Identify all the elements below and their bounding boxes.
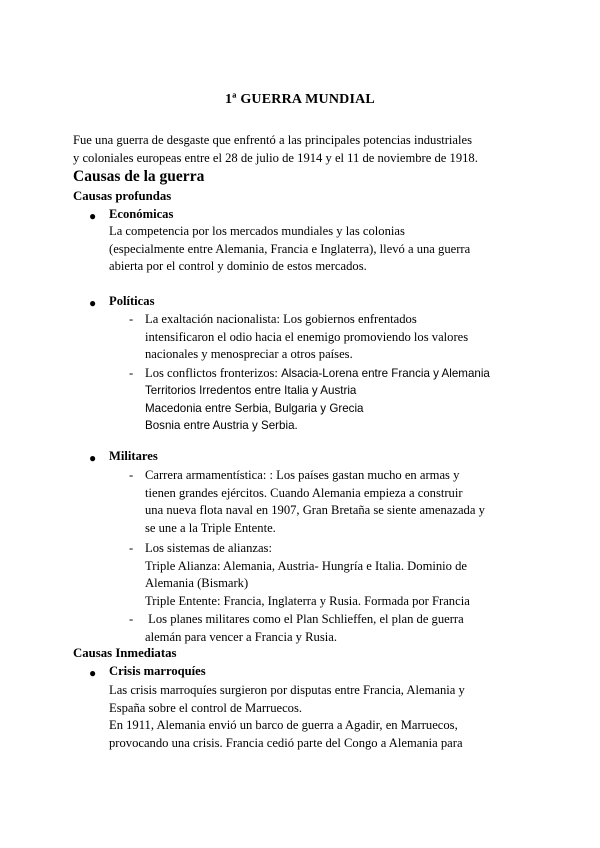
- dash-icon: -: [129, 541, 134, 555]
- border-conflicts-list: [145, 382, 565, 435]
- intro-line: Fue una guerra de desgaste que enfrentó a las principales potencias industriales: [73, 133, 473, 147]
- text-line: (especialmente entre Alemania, Francia e Inglaterra), llevó a una guerra: [109, 241, 471, 256]
- text-line: provocando una crisis. Francia cedió parte del Congo a Alemania para: [109, 735, 463, 750]
- text-line: España sobre el control de Marruecos.: [109, 700, 303, 715]
- bullet-icon: ●: [89, 451, 97, 465]
- dash-icon: -: [129, 312, 134, 326]
- text-line: Los sistemas de alianzas:: [145, 541, 272, 555]
- militares-item: [145, 467, 545, 537]
- militares-title: Militares: [109, 449, 158, 463]
- politicas-item: [145, 365, 545, 383]
- text-line: una nueva flota naval en 1907, Gran Bretaña se siente amenazada y: [145, 503, 485, 517]
- text-line: intensificaron el odio hacia el enemigo promoviendo los valores: [145, 329, 469, 344]
- inmediatas-heading: Causas Inmediatas: [73, 646, 177, 660]
- crisis-title: Crisis marroquíes: [109, 664, 206, 678]
- text-line: nacionales y menospreciar a otros países.: [145, 347, 353, 361]
- text-line-serif: Los conflictos fronterizos:: [145, 366, 278, 380]
- text-line: alemán para vencer a Francia y Rusia.: [145, 629, 337, 644]
- text-line: Territorios Irredentos entre Italia y Austria: [145, 384, 357, 397]
- militares-item: [145, 611, 545, 646]
- text-line: se une a la Triple Entente.: [145, 520, 276, 535]
- causas-heading: Causas de la guerra: [73, 168, 205, 185]
- text-line: Alemania (Bismark): [145, 576, 249, 590]
- bullet-icon: ●: [89, 296, 97, 310]
- text-line: Macedonia entre Serbia, Bulgaria y Grecia: [145, 401, 364, 415]
- text-line: Triple Entente: Francia, Inglaterra y Rusia. Formada por Francia: [145, 593, 470, 608]
- crisis-text: [109, 682, 549, 752]
- militares-item: [145, 540, 545, 610]
- intro-line: y coloniales europeas entre el 28 de julio de 1914 y el 11 de noviembre de 1918.: [73, 151, 478, 165]
- text-line: En 1911, Alemania envió un barco de guerra a Agadir, en Marruecos,: [109, 718, 458, 732]
- text-line: Los planes militares como el Plan Schlieffen, el plan de guerra: [145, 612, 464, 626]
- economicas-title: Económicas: [109, 207, 174, 221]
- bullet-icon: ●: [89, 209, 97, 223]
- dash-icon: -: [129, 468, 134, 482]
- economicas-text: [109, 223, 549, 276]
- text-line: Carrera armamentística: : Los países gastan mucho en armas y: [145, 468, 460, 482]
- intro-paragraph: [73, 131, 543, 167]
- text-line: Bosnia entre Austria y Serbia.: [145, 419, 298, 432]
- text-line: Triple Alianza: Alemania, Austria- Hungría e Italia. Dominio de: [145, 558, 468, 573]
- dash-icon: -: [129, 366, 134, 380]
- politicas-item: [145, 311, 545, 364]
- text-line: La competencia por los mercados mundiales y las colonias: [109, 224, 405, 238]
- dash-icon: -: [129, 612, 134, 626]
- text-line: La exaltación nacionalista: Los gobiernos enfrentados: [145, 312, 417, 326]
- bullet-icon: ●: [89, 666, 97, 680]
- profundas-heading: Causas profundas: [73, 189, 172, 203]
- text-line: tienen grandes ejércitos. Cuando Alemania empieza a construir: [145, 485, 463, 500]
- text-line: [145, 365, 545, 383]
- politicas-title: Políticas: [109, 294, 155, 308]
- page-title: 1ª GUERRA MUNDIAL: [225, 92, 375, 107]
- text-line: Las crisis marroquíes surgieron por disputas entre Francia, Alemania y: [109, 683, 465, 697]
- text-line-sans: Alsacia-Lorena entre Francia y Alemania: [281, 367, 490, 380]
- text-line: abierta por el control y dominio de estos mercados.: [109, 259, 367, 273]
